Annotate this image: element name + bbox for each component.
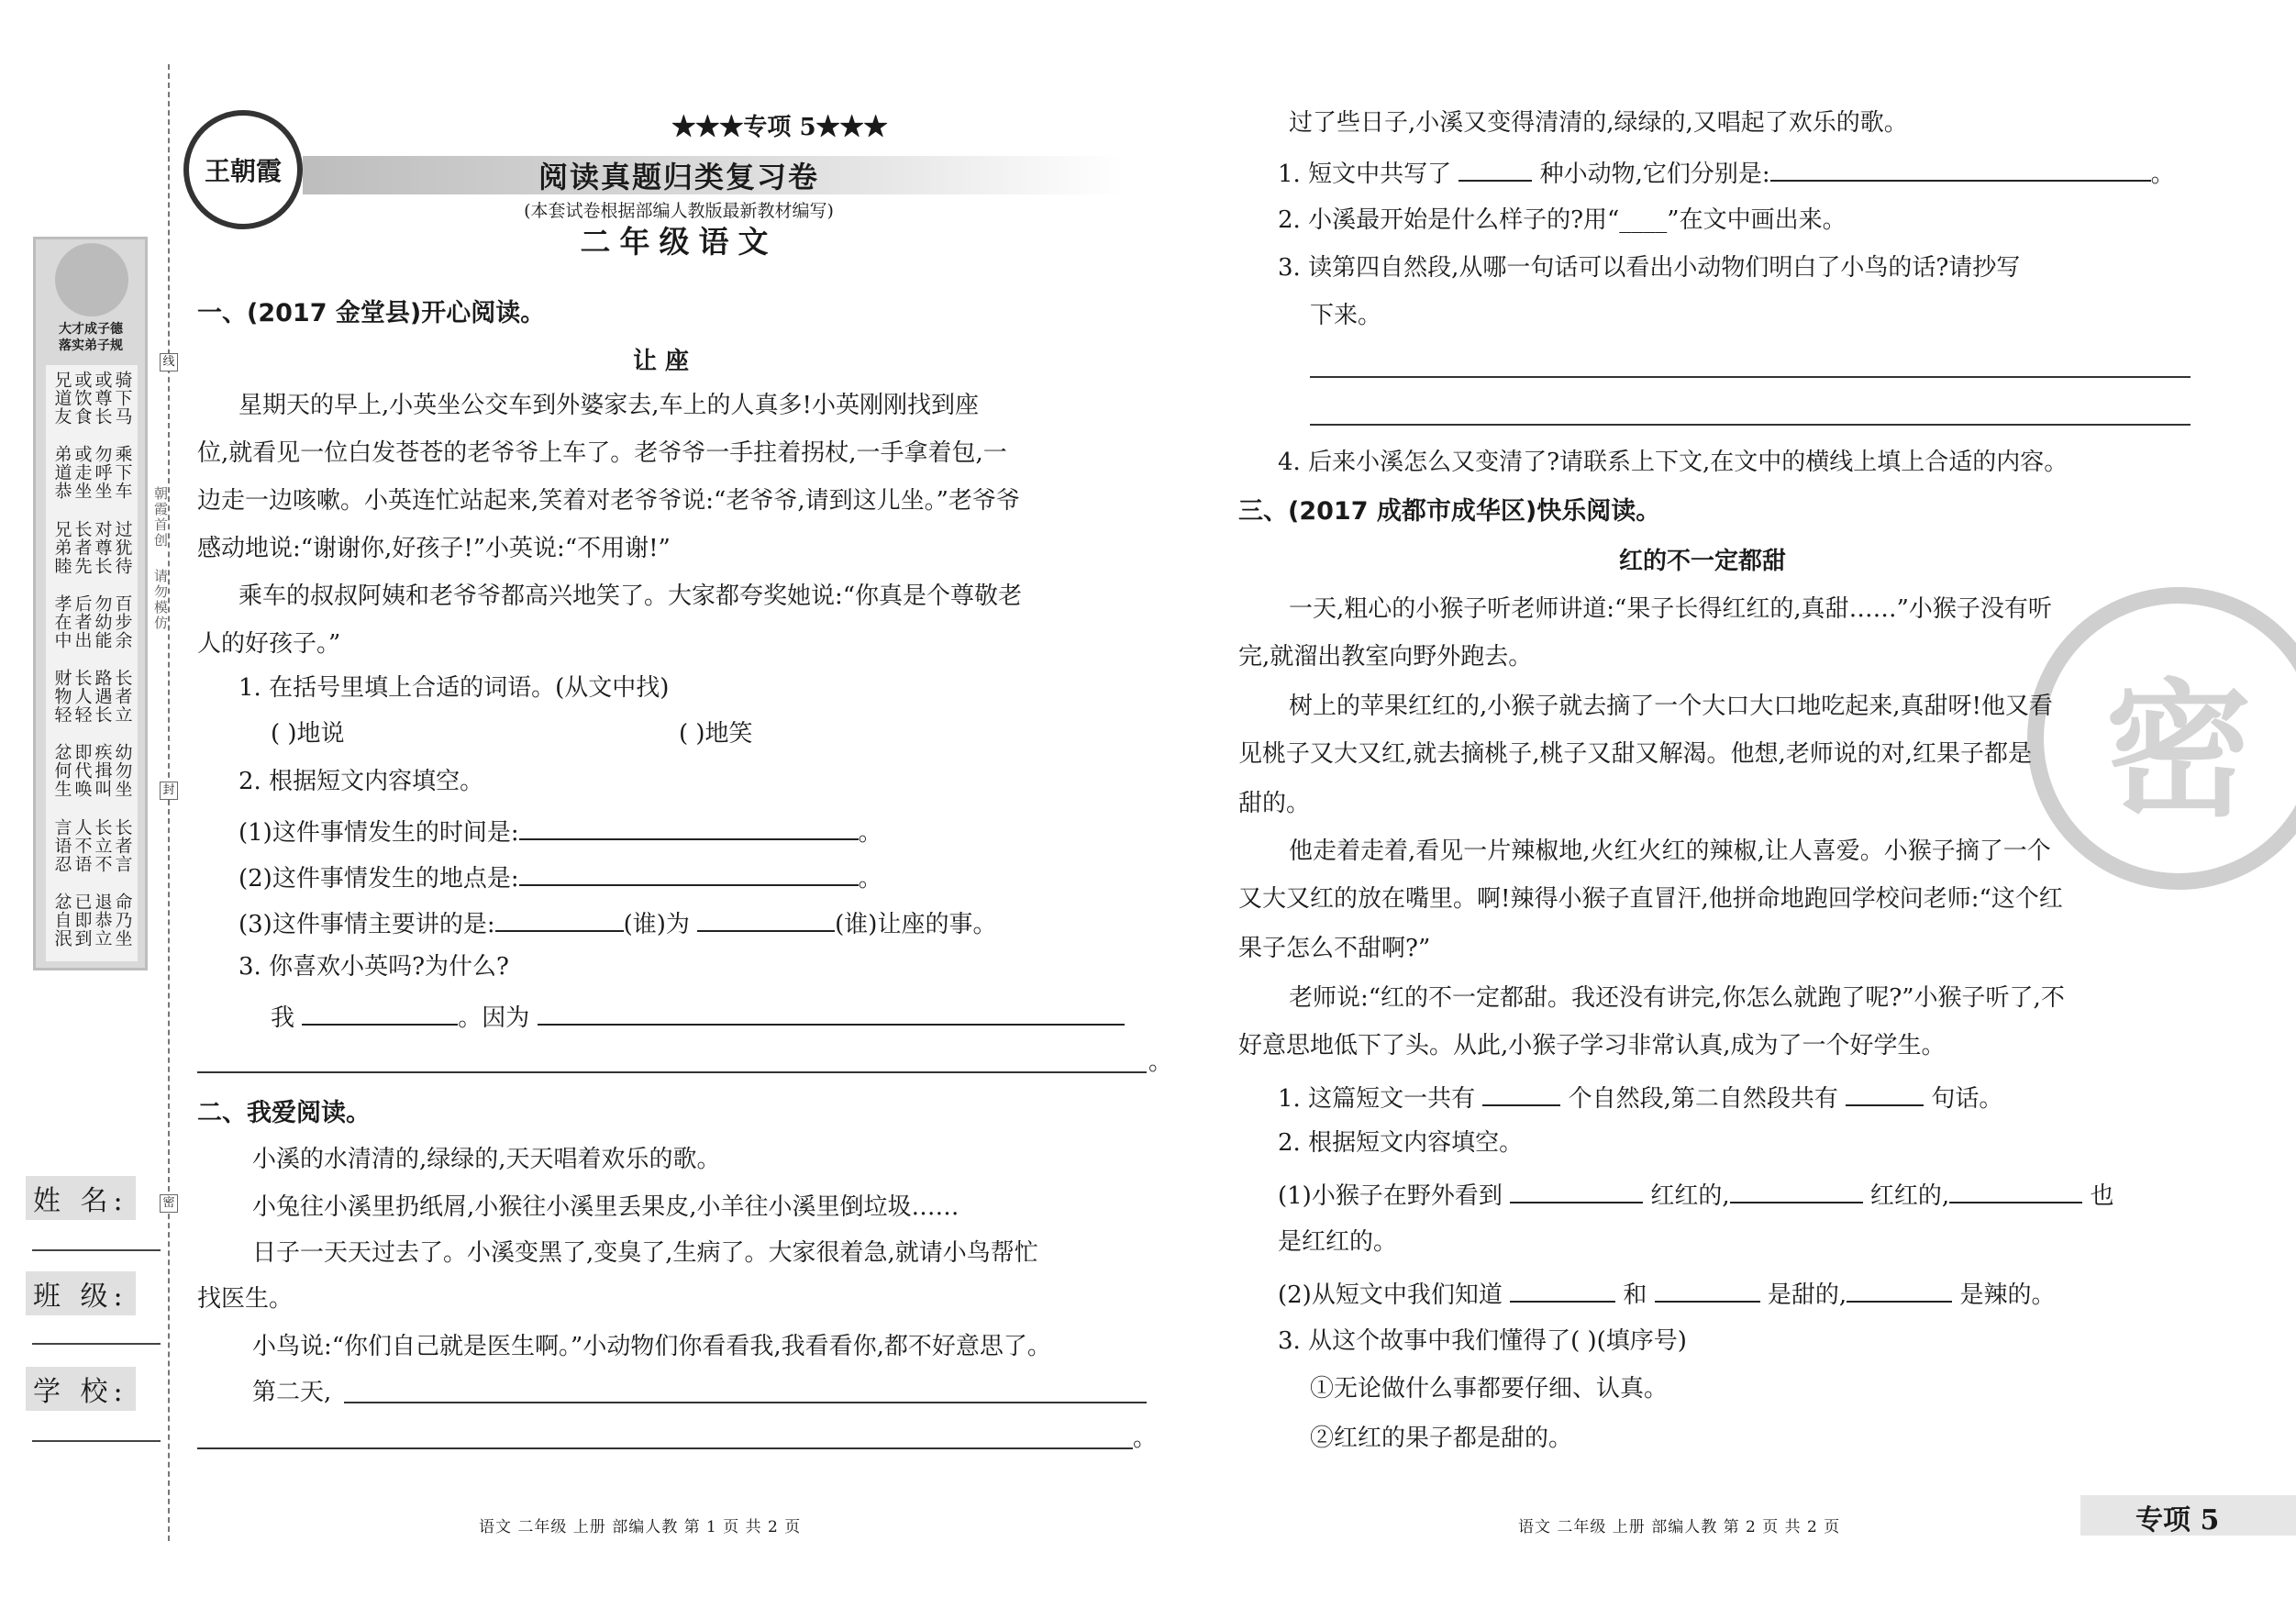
- section-3-title: 三、(2017 成都市成华区)快乐阅读。: [1238, 497, 1661, 526]
- answer-blank[interactable]: [1846, 1079, 1924, 1106]
- side-note: 朝霞首创: [152, 486, 169, 549]
- story-2-line: 过了些日子,小溪又变得清清的,绿绿的,又唱起了欢乐的歌。: [1289, 109, 1908, 137]
- school-field[interactable]: [32, 1440, 161, 1442]
- answer-blank[interactable]: [519, 813, 859, 840]
- corner-label: 专项 5: [2135, 1504, 2220, 1536]
- period-mark: 。: [1148, 1048, 1173, 1076]
- story-3-line: 好意思地低下了头。从此,小猴子学习非常认真,成为了一个好学生。: [1238, 1032, 1946, 1059]
- answer-line[interactable]: [197, 1071, 1147, 1073]
- verse-block: 乘下车 勿呼坐 或走坐 弟道恭: [51, 445, 133, 501]
- answer-blank[interactable]: [538, 998, 1125, 1026]
- answer-1b[interactable]: ( )地笑: [679, 720, 753, 748]
- question-r3-cont: 下来。: [1310, 302, 1382, 329]
- verse-block: 命乃坐 退恭立 已即到 忿自泯: [51, 892, 133, 948]
- fill-in-line[interactable]: [344, 1402, 1147, 1403]
- question-s2-1-cont: 是红红的。: [1278, 1228, 1398, 1256]
- question-2-3: (3)这件事情主要讲的是: (谁)为 (谁)让座的事。: [238, 904, 996, 941]
- cut-mark: 密: [160, 1194, 178, 1213]
- section-1-title: 一、(2017 金堂县)开心阅读。: [197, 299, 546, 327]
- verse-list: [46, 365, 138, 961]
- verse-block: 过犹待 对尊长 长者先 兄弟睦: [51, 519, 133, 575]
- answer-blank[interactable]: [697, 904, 835, 932]
- answer-blank[interactable]: [1730, 1176, 1863, 1203]
- class-label: 班 级:: [26, 1271, 136, 1315]
- story-1-line: 乘车的叔叔阿姨和老爷爷都高兴地笑了。大家都夸奖她说:“你真是个尊敬老: [238, 582, 1023, 610]
- watermark-stamp: 密: [2027, 587, 2296, 890]
- brand-logo: 王朝霞: [183, 110, 303, 229]
- name-label: 姓 名:: [26, 1176, 136, 1220]
- question-r2: 2. 小溪最开始是什么样子的?用“____”在文中画出来。: [1278, 206, 1847, 234]
- question-s1: 1. 这篇短文一共有 个自然段,第二自然段共有 句话。: [1278, 1079, 2002, 1115]
- story-1-title: 让 座: [633, 348, 690, 375]
- period-mark: 。: [1133, 1425, 1158, 1452]
- sidebar-motto: 大才成子德 落实弟子规: [59, 322, 123, 353]
- story-2-line: 小溪的水清清的,绿绿的,天天唱着欢乐的歌。: [252, 1146, 721, 1173]
- question-s2-1: (1)小猴子在野外看到 红红的, 红红的, 也: [1278, 1176, 2113, 1213]
- question-2-1: (1)这件事情发生的时间是: 。: [238, 813, 882, 849]
- page-title: 阅读真题归类复习卷: [538, 160, 819, 194]
- grade-subtitle: 二年级语文: [580, 224, 778, 260]
- answer-line[interactable]: [1310, 424, 2191, 426]
- section-2-title: 二、我爱阅读。: [197, 1099, 371, 1127]
- fill-in-line[interactable]: [197, 1447, 1133, 1449]
- answer-blank[interactable]: [495, 904, 624, 932]
- answer-blank[interactable]: [519, 859, 859, 886]
- answer-blank[interactable]: [1510, 1176, 1643, 1203]
- story-2-line: 日子一天天过去了。小溪变黑了,变臭了,生病了。大家很着急,就请小鸟帮忙: [252, 1239, 1038, 1267]
- story-3-line: 又大又红的放在嘴里。啊!辣得小猴子直冒汗,他拼命地跑回学校问老师:“这个红: [1238, 885, 2063, 913]
- question-s2: 2. 根据短文内容填空。: [1278, 1129, 1524, 1157]
- story-2-line: 第二天,: [252, 1379, 332, 1406]
- answer-blank[interactable]: [1655, 1275, 1760, 1303]
- story-3-line: 完,就溜出教室向野外跑去。: [1238, 643, 1533, 671]
- edition-note: (本套试卷根据部编人教版最新教材编写): [524, 201, 834, 221]
- answer-blank[interactable]: [1847, 1275, 1952, 1303]
- question-3-answer: 我 。因为: [271, 998, 1125, 1035]
- story-1-line: 星期天的早上,小英坐公交车到外婆家去,车上的人真多!小英刚刚找到座: [238, 392, 979, 419]
- answer-blank[interactable]: [302, 998, 458, 1026]
- story-3-line: 果子怎么不甜啊?”: [1238, 935, 1431, 962]
- question-2-2: (2)这件事情发生的地点是: 。: [238, 859, 882, 895]
- story-3-line: 他走着走着,看见一片辣椒地,火红火红的辣椒,让人喜爱。小猴子摘了一个: [1289, 837, 2051, 865]
- class-field[interactable]: [32, 1343, 161, 1345]
- cut-line: [168, 64, 170, 1541]
- answer-line[interactable]: [1310, 376, 2191, 378]
- answer-blank[interactable]: [1949, 1176, 2082, 1203]
- cut-mark: 线: [160, 353, 178, 372]
- story-2-line: 找医生。: [197, 1285, 294, 1313]
- question-r1: 1. 短文中共写了 种小动物,它们分别是: 。: [1278, 154, 2175, 191]
- question-2: 2. 根据短文内容填空。: [238, 768, 484, 795]
- question-r3: 3. 读第四自然段,从哪一句话可以看出小动物们明白了小鸟的话?请抄写: [1278, 254, 2021, 282]
- page-footer-1: 语文 二年级 上册 部编人教 第 1 页 共 2 页: [479, 1518, 802, 1536]
- option-2: ②红红的果子都是甜的。: [1310, 1425, 1573, 1452]
- answer-1a[interactable]: ( )地说: [271, 720, 345, 748]
- page-footer-2: 语文 二年级 上册 部编人教 第 2 页 共 2 页: [1518, 1518, 1841, 1536]
- question-1: 1. 在括号里填上合适的词语。(从文中找): [238, 674, 670, 702]
- story-3-line: 老师说:“红的不一定都甜。我还没有讲完,你怎么就跑了呢?”小猴子听了,不: [1289, 984, 2065, 1012]
- question-3: 3. 你喜欢小英吗?为什么?: [238, 953, 509, 981]
- story-3-line: 甜的。: [1238, 790, 1311, 817]
- story-2-line: 小鸟说:“你们自己就是医生啊。”小动物们你看看我,我看看你,都不好意思了。: [252, 1333, 1051, 1360]
- verse-block: 长者立 路遇长 长人轻 财物轻: [51, 669, 133, 724]
- school-label: 学 校:: [26, 1367, 136, 1411]
- series-label: ★★★专项 5★★★: [671, 114, 888, 141]
- story-3-line: 见桃子又大又红,就去摘桃子,桃子又甜又解渴。他想,老师说的对,红果子都是: [1238, 740, 2033, 768]
- answer-blank[interactable]: [1459, 154, 1532, 182]
- story-1-line: 边走一边咳嗽。小英连忙站起来,笑着对老爷爷说:“老爷爷,请到这儿坐。”老爷爷: [197, 487, 1020, 515]
- answer-blank[interactable]: [1770, 154, 2151, 182]
- verse-block: 幼勿坐 疾揖叫 即代唤 忿何生: [51, 743, 133, 799]
- story-1-line: 人的好孩子。”: [197, 630, 341, 658]
- story-3-title: 红的不一定都甜: [1619, 548, 1787, 575]
- question-r4: 4. 后来小溪怎么又变清了?请联系上下文,在文中的横线上填上合适的内容。: [1278, 449, 2069, 476]
- side-note: 请勿模仿: [152, 569, 169, 631]
- verse-block: 百步余 勿幼能 后者出 孝在中: [51, 593, 133, 649]
- verse-block: 骑下马 或尊长 或饮食 兄道友: [51, 371, 133, 426]
- answer-blank[interactable]: [1482, 1079, 1560, 1106]
- scholar-illustration: [55, 243, 128, 316]
- question-s2-2: (2)从短文中我们知道 和 是甜的, 是辣的。: [1278, 1275, 2055, 1312]
- question-s3: 3. 从这个故事中我们懂得了( )(填序号): [1278, 1327, 1687, 1355]
- cut-mark: 封: [160, 782, 178, 800]
- story-3-line: 树上的苹果红红的,小猴子就去摘了一个大口大口地吃起来,真甜呀!他又看: [1289, 693, 2053, 720]
- story-1-line: 感动地说:“谢谢你,好孩子!”小英说:“不用谢!”: [197, 535, 671, 562]
- story-1-line: 位,就看见一位白发苍苍的老爷爷上车了。老爷爷一手拄着拐杖,一手拿着包,一: [197, 439, 1007, 467]
- story-3-line: 一天,粗心的小猴子听老师讲道:“果子长得红红的,真甜……”小猴子没有听: [1289, 595, 2052, 623]
- name-field[interactable]: [32, 1249, 161, 1251]
- answer-blank[interactable]: [1510, 1275, 1615, 1303]
- story-2-line: 小兔往小溪里扔纸屑,小猴往小溪里丢果皮,小羊往小溪里倒垃圾……: [252, 1193, 959, 1221]
- verse-block: 长者言 长立不 人不语 言语忍: [51, 817, 133, 873]
- option-1: ①无论做什么事都要仔细、认真。: [1310, 1375, 1669, 1403]
